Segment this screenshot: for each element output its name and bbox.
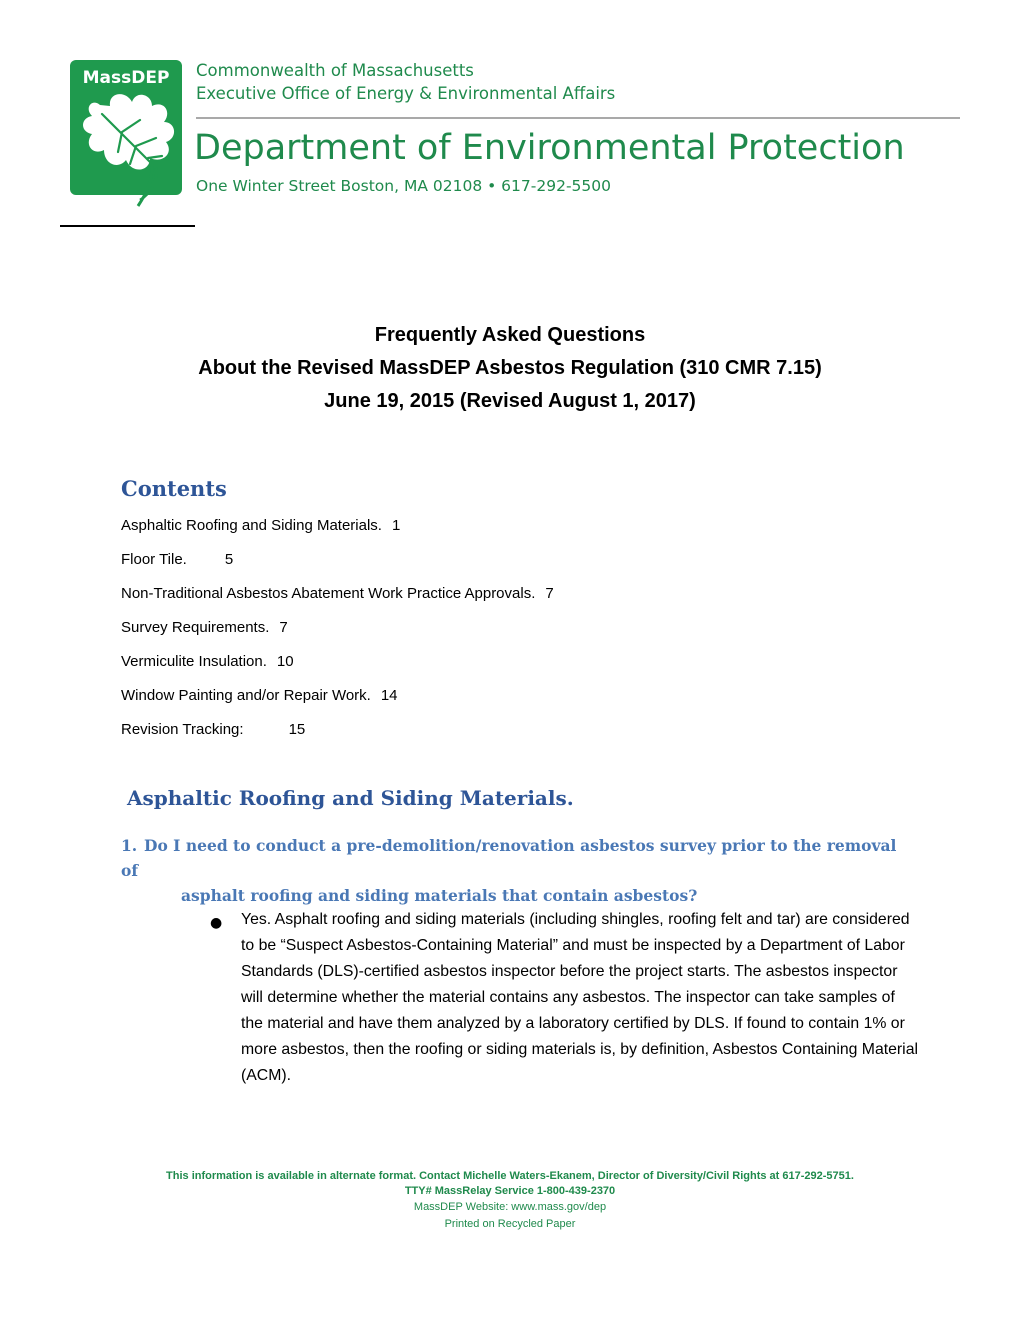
letterhead-commonwealth: Commonwealth of Massachusetts <box>196 61 474 80</box>
footer-recycled: Printed on Recycled Paper <box>444 1218 576 1230</box>
toc-item-label: Window Painting and/or Repair Work. <box>121 687 371 704</box>
footer-alternate-format: This information is available in alternate format. Contact Michelle Waters-Ekanem, Director of Diversity/Civil Rights at 617-292-5751. <box>166 1170 854 1182</box>
toc-item[interactable] <box>121 721 305 738</box>
toc-item-page: 5 <box>224 551 234 568</box>
question-text-line2: asphalt roofing and siding materials that contain asbestos? <box>181 886 698 905</box>
letterhead-executive-office: Executive Office of Energy & Environmental Affairs <box>196 84 616 103</box>
toc-item[interactable] <box>121 619 288 636</box>
question-1 <box>121 833 911 908</box>
footer-tty: TTY# MassRelay Service 1-800-439-2370 <box>404 1185 616 1197</box>
toc-item-label: Survey Requirements. <box>121 619 270 636</box>
toc-item-page: 10 <box>276 653 294 670</box>
footer-website: MassDEP Website: www.mass.gov/dep <box>413 1201 607 1213</box>
toc-item[interactable] <box>121 517 400 534</box>
letterhead-department: Department of Environmental Protection <box>194 128 905 168</box>
question-number: 1. <box>121 836 138 855</box>
toc-item-label: Vermiculite Insulation. <box>121 653 267 670</box>
toc-item[interactable] <box>121 551 233 568</box>
toc-item[interactable] <box>121 585 554 602</box>
toc-item-page: 14 <box>380 687 398 704</box>
logo-text: MassDEP <box>82 68 170 88</box>
document-date: June 19, 2015 (Revised August 1, 2017) <box>324 390 696 412</box>
massdep-logo <box>70 60 182 210</box>
toc-item[interactable] <box>121 687 398 704</box>
toc-item-label: Asphaltic Roofing and Siding Materials. <box>121 517 382 534</box>
toc-item-page: 15 <box>288 721 306 738</box>
toc-item-page: 7 <box>279 619 288 636</box>
contents-heading: Contents <box>121 476 227 501</box>
toc-item-label: Floor Tile. <box>121 551 187 568</box>
toc-item-page: 7 <box>545 585 554 602</box>
document-subtitle: About the Revised MassDEP Asbestos Regulation (310 CMR 7.15) <box>198 357 822 379</box>
letterhead-divider <box>196 117 960 119</box>
section-heading: Asphaltic Roofing and Siding Materials. <box>127 786 574 810</box>
toc-item[interactable] <box>121 653 294 670</box>
toc-item-label: Revision Tracking: <box>121 721 244 738</box>
document-title: Frequently Asked Questions <box>374 324 646 346</box>
toc-item-page: 1 <box>391 517 401 534</box>
answer-1: Yes. Asphalt roofing and siding materials (including shingles, roofing felt and tar) are considered to be “Suspect Asbestos-Containing Material” and must be inspected by a Department of Labor Standards (DLS)-certified asbestos inspector before the project starts. The asbestos inspector will determine whether the material contains any asbestos. The inspector can take samples of the material and have them analyzed by a laboratory certified by DLS. If found to contain 1% or more asbestos, then the roofing or siding materials is, by definition, Asbestos Containing Material (ACM). <box>241 911 918 1084</box>
header-underline <box>60 225 195 227</box>
toc-item-label: Non-Traditional Asbestos Abatement Work Practice Approvals. <box>121 585 536 602</box>
letterhead-address: One Winter Street Boston, MA 02108 • 617-292-5500 <box>196 177 611 195</box>
question-text-line1: Do I need to conduct a pre-demolition/renovation asbestos survey prior to the removal of <box>121 836 897 880</box>
bullet-icon: ● <box>210 915 223 931</box>
